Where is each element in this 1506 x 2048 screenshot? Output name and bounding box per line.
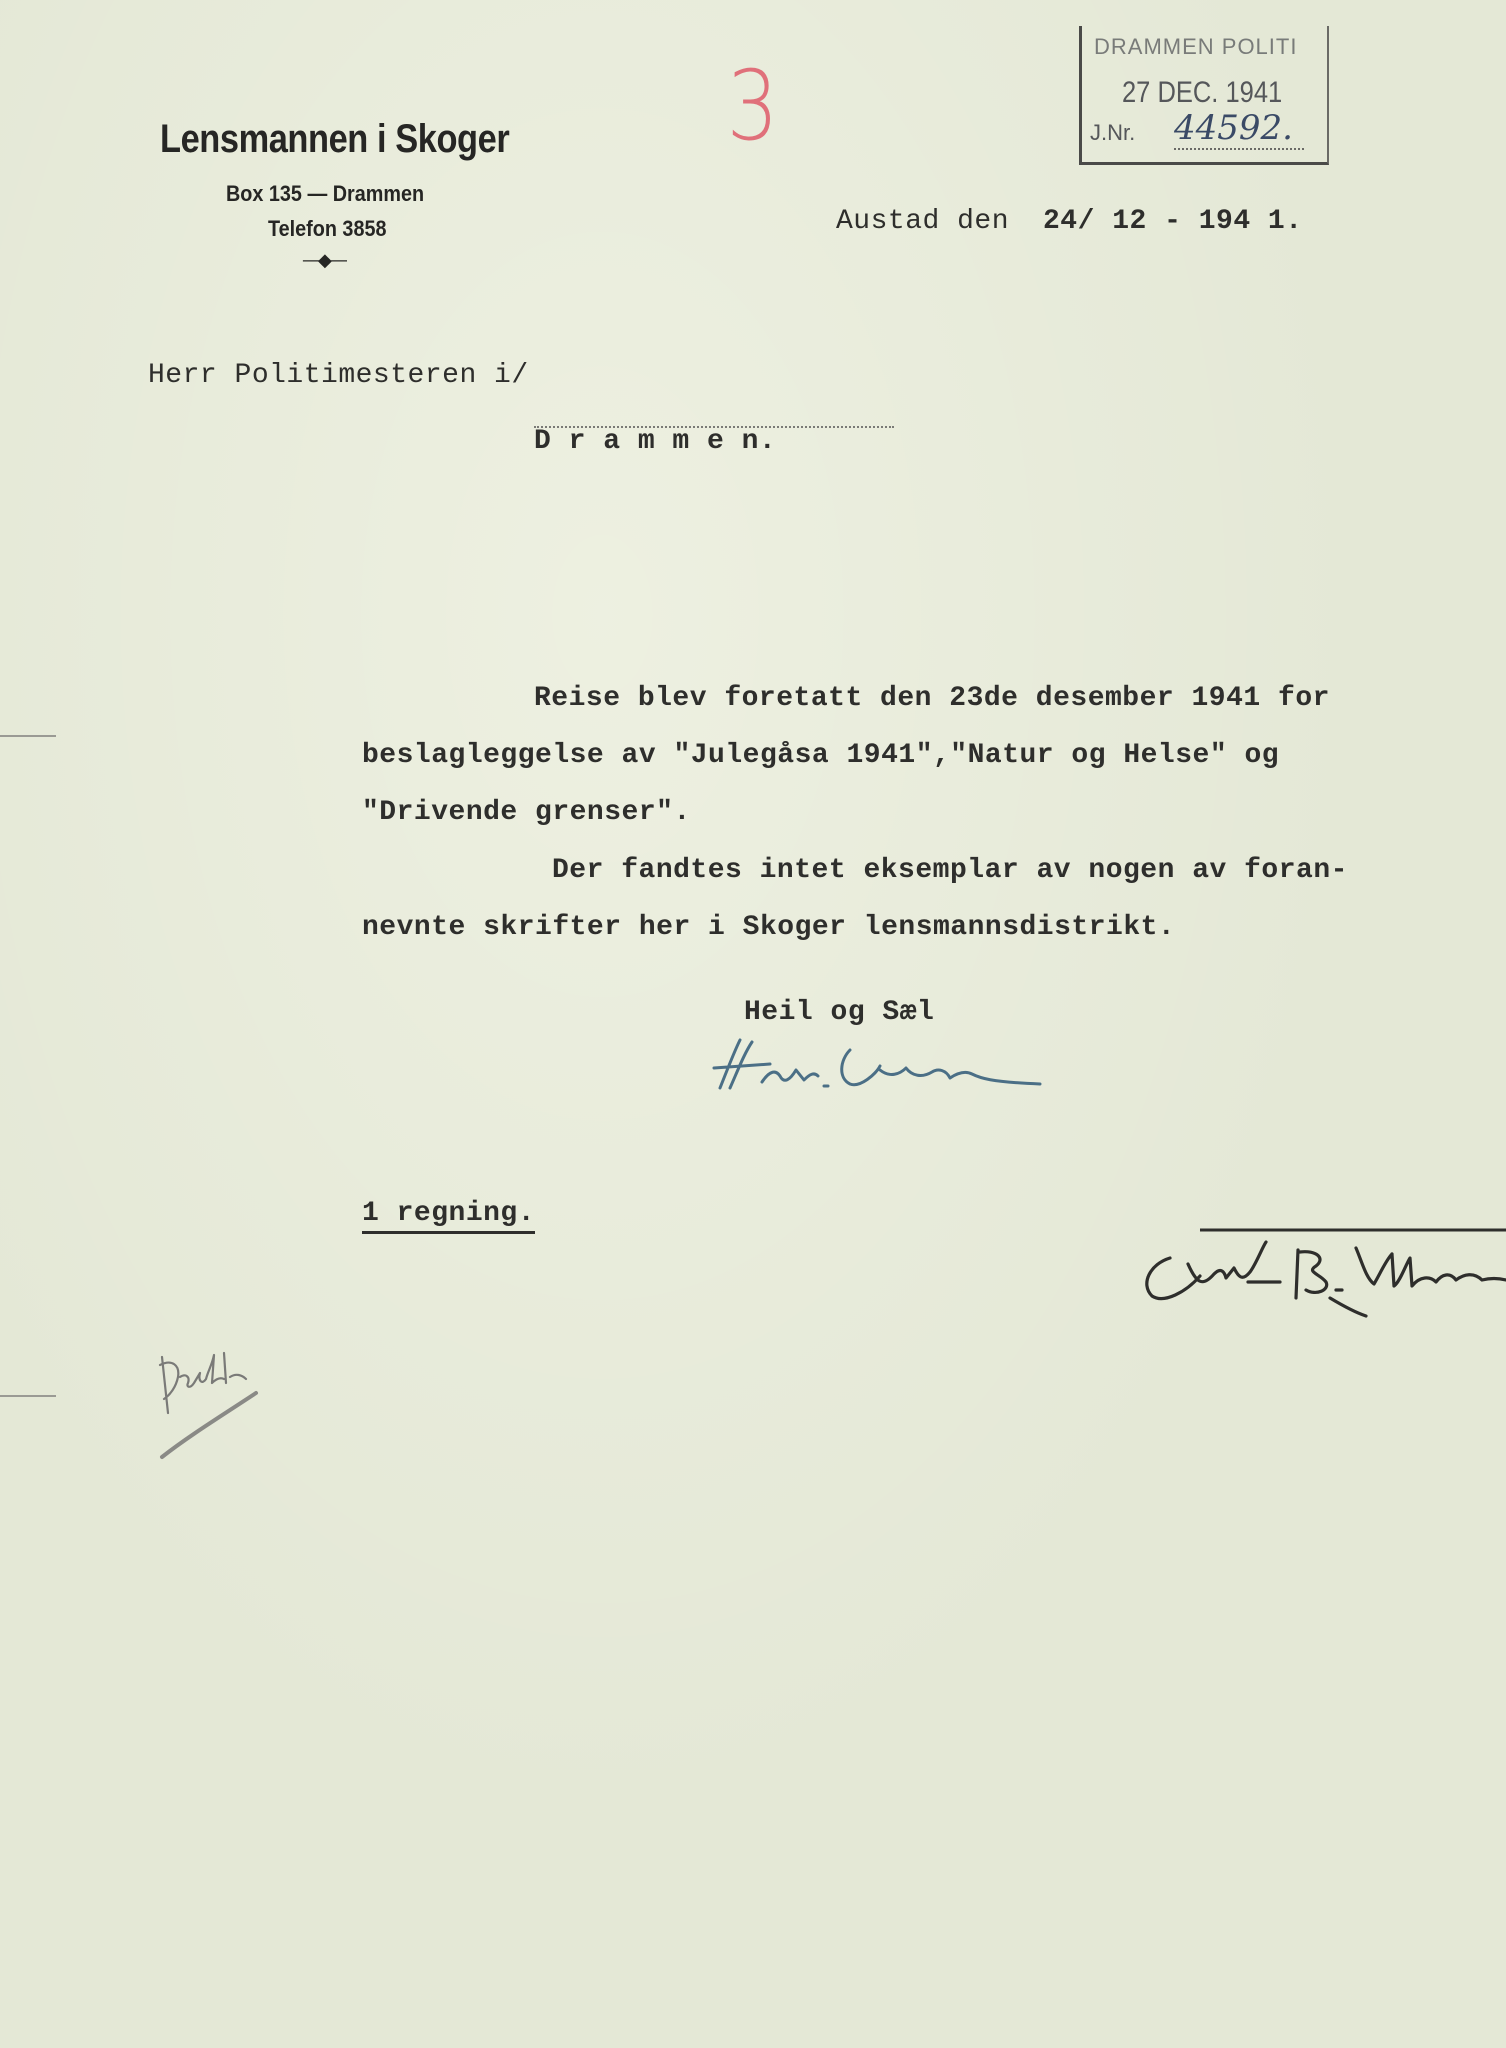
letterhead-ornament: —◆—: [302, 250, 346, 271]
stamp-jnr-value: 44592.: [1174, 108, 1304, 150]
margin-mark: [0, 1395, 56, 1397]
margin-mark: [0, 735, 56, 737]
pencil-initials: [150, 1325, 280, 1465]
official-signature: [1130, 1212, 1506, 1322]
body-line-1: Reise blev foretatt den 23de desember 1941 for: [534, 683, 1330, 714]
stamp-office: DRAMMEN POLITI: [1094, 34, 1298, 59]
recipient-city: D r a m m e n.: [534, 426, 777, 457]
letterhead-title: Lensmannen i Skoger: [160, 117, 510, 161]
stamp-date: 27 DEC. 1941: [1122, 76, 1283, 109]
enclosure-note: 1 regning.: [362, 1198, 535, 1234]
stamp-jnr-label: J.Nr.: [1090, 120, 1136, 145]
body-line-4: Der fandtes intet eksemplar av nogen av foran-: [552, 855, 1348, 886]
body-line-2: beslagleggelse av "Julegåsa 1941","Natur og Helse" og: [362, 740, 1280, 771]
page-number: 3: [726, 50, 779, 162]
dateline-place: Austad den: [836, 206, 1010, 237]
received-stamp: [1079, 26, 1329, 165]
body-line-5: nevnte skrifter her i Skoger lensmannsdistrikt.: [362, 912, 1176, 943]
letterhead-phone: Telefon 3858: [268, 216, 387, 241]
closing-greeting: Heil og Sæl: [744, 997, 935, 1028]
dateline-date: 24/ 12 - 194 1.: [1043, 206, 1303, 237]
recipient-line: Herr Politimesteren i/: [148, 360, 529, 391]
ink-signature-initials: [700, 1030, 1060, 1100]
body-line-3: "Drivende grenser".: [362, 797, 691, 828]
letterhead-address: Box 135 — Drammen: [226, 181, 425, 206]
